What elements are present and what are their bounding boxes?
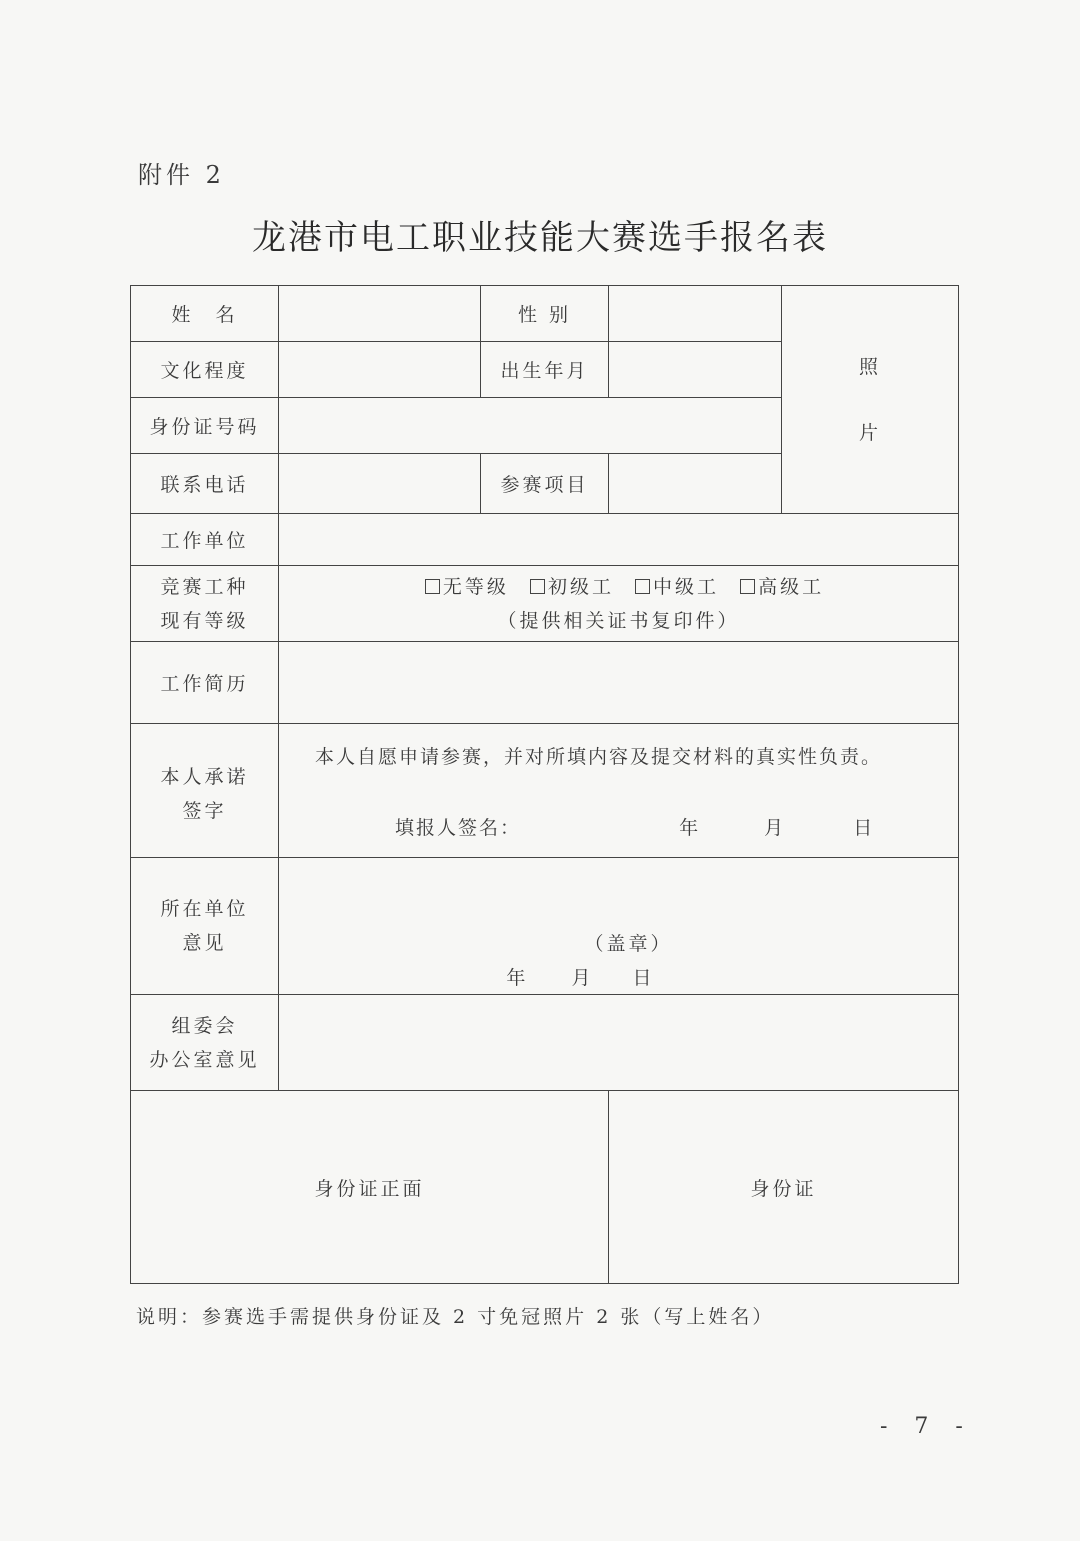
employer-field[interactable] — [279, 514, 959, 566]
sign-year: 年 — [679, 816, 701, 839]
commitment-field — [279, 724, 959, 858]
unit-opinion-line-1: 所在单位 — [160, 898, 249, 920]
level-note: （提供相关证书复印件） — [497, 609, 740, 632]
event-field[interactable] — [609, 454, 782, 514]
form-title: 龙港市电工职业技能大赛选手报名表 — [252, 218, 828, 258]
seal-month: 月 — [571, 967, 594, 989]
committee-field[interactable] — [279, 995, 959, 1091]
level-field — [279, 566, 959, 642]
id-number-label: 身份证号码 — [131, 398, 279, 454]
level-checkbox-intermediate[interactable] — [635, 579, 650, 594]
resume-field[interactable] — [279, 642, 959, 724]
commitment-label-line-1: 本人承诺 — [160, 766, 249, 788]
employer-label: 工作单位 — [131, 514, 279, 566]
name-field[interactable] — [279, 286, 481, 342]
level-checkbox-none[interactable] — [425, 579, 440, 594]
level-checkbox-junior[interactable] — [530, 579, 545, 594]
level-label — [131, 566, 279, 642]
signer-label: 填报人签名： — [395, 816, 522, 839]
sign-month: 月 — [764, 816, 786, 839]
level-option-none: 无等级 — [442, 575, 509, 598]
name-label: 姓 名 — [131, 286, 279, 342]
birth-label: 出生年月 — [481, 342, 609, 398]
registration-form — [130, 285, 959, 1284]
unit-opinion-label — [131, 858, 279, 995]
photo-label-1: 照 — [858, 355, 881, 378]
level-label-line-2: 现有等级 — [160, 609, 249, 632]
level-label-line-1: 竞赛工种 — [160, 575, 249, 598]
seal-date — [279, 962, 958, 994]
committee-label — [131, 995, 279, 1091]
footer-note: 说明：参赛选手需提供身份证及 2 寸免冠照片 2 张（写上姓名） — [136, 1306, 775, 1328]
level-options — [279, 570, 958, 604]
id-back-box[interactable]: 身份证 — [609, 1091, 959, 1284]
unit-opinion-field[interactable] — [279, 858, 959, 995]
event-label: 参赛项目 — [481, 454, 609, 514]
id-front-box[interactable]: 身份证正面 — [131, 1091, 609, 1284]
seal-year: 年 — [506, 967, 529, 989]
signature-line — [279, 813, 958, 840]
birth-field[interactable] — [609, 342, 782, 398]
level-option-junior: 初级工 — [547, 575, 614, 598]
committee-line-1: 组委会 — [171, 1014, 238, 1037]
seal-label: （盖章） — [584, 933, 673, 955]
level-option-intermediate: 中级工 — [653, 575, 720, 598]
sign-day: 日 — [853, 816, 875, 839]
phone-label: 联系电话 — [131, 454, 279, 514]
level-option-senior: 高级工 — [758, 575, 825, 598]
education-label: 文化程度 — [131, 342, 279, 398]
commitment-label-line-2: 签字 — [182, 800, 227, 822]
commitment-text: 本人自愿申请参赛，并对所填内容及提交材料的真实性负责。 — [315, 745, 883, 768]
id-number-field[interactable] — [279, 398, 782, 454]
level-checkbox-senior[interactable] — [740, 579, 755, 594]
committee-line-2: 办公室意见 — [149, 1048, 260, 1071]
photo-box[interactable] — [782, 286, 959, 514]
seal-day: 日 — [632, 967, 655, 989]
attachment-label: 附件 2 — [138, 161, 225, 189]
gender-field[interactable] — [609, 286, 782, 342]
photo-label-2: 片 — [858, 421, 881, 444]
commitment-label — [131, 724, 279, 858]
page-number: - 7 - — [880, 1414, 973, 1439]
gender-label: 性 别 — [481, 286, 609, 342]
resume-label: 工作简历 — [131, 642, 279, 724]
phone-field[interactable] — [279, 454, 481, 514]
unit-opinion-line-2: 意见 — [182, 932, 227, 954]
education-field[interactable] — [279, 342, 481, 398]
